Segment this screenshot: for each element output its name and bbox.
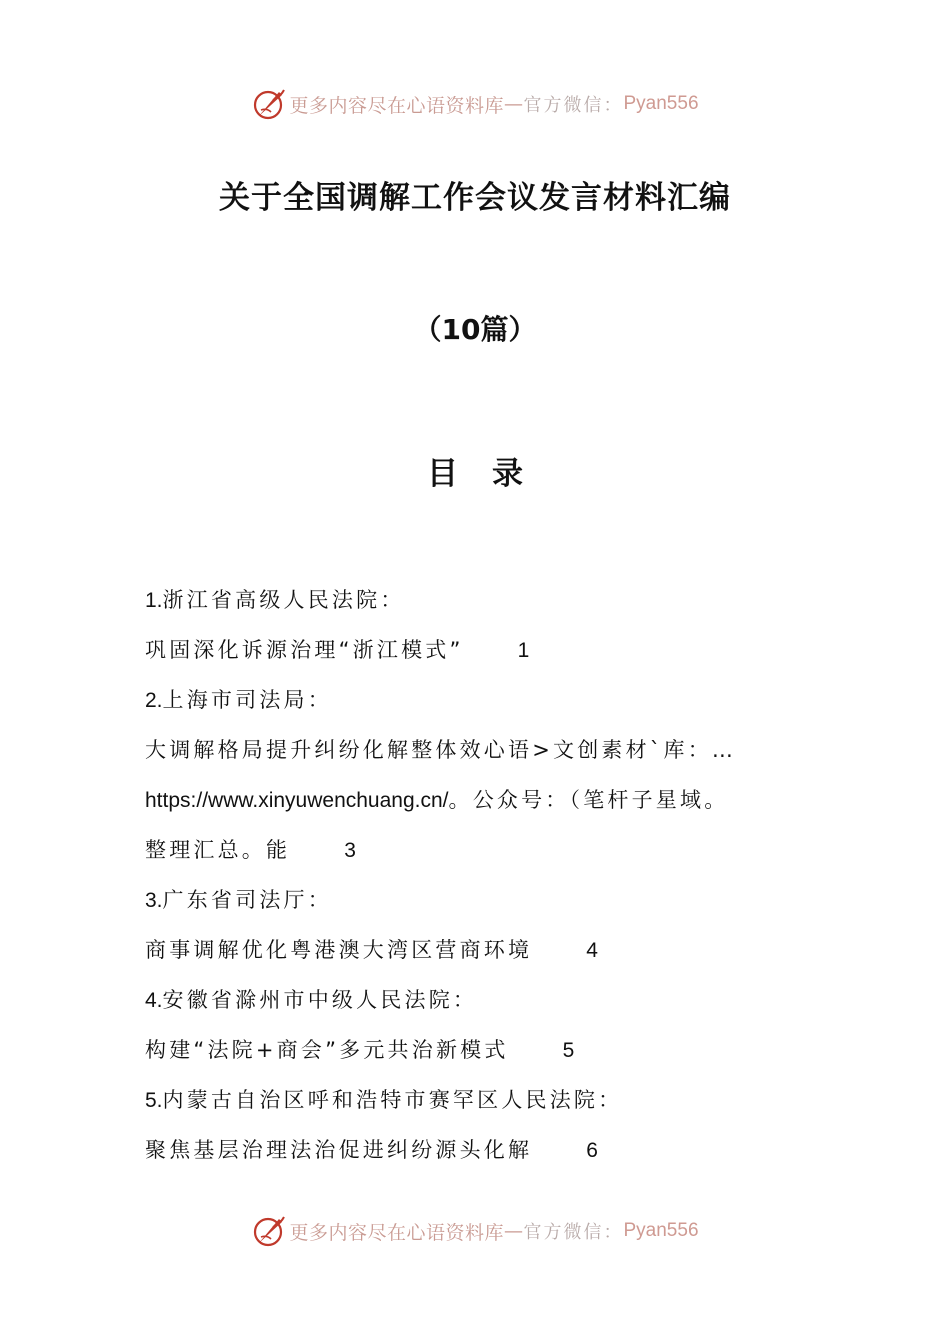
header-watermark	[0, 82, 950, 126]
quill-pen-logo-icon	[251, 1213, 287, 1249]
toc-entry-org	[145, 675, 825, 725]
toc-entry-page: 4	[586, 939, 598, 962]
toc-entry-org-text: 内蒙古自治区呼和浩特市赛罕区人民法院：	[162, 1088, 623, 1112]
toc-entry-number: 4.	[145, 989, 163, 1012]
toc-entry-org	[145, 875, 825, 925]
toc-entry-title-continued[interactable]	[145, 775, 825, 825]
toc-entry-title-continued[interactable]	[145, 825, 825, 875]
toc-entry-title[interactable]	[145, 625, 825, 675]
toc-entry-org-text: 浙江省高级人民法院：	[162, 588, 405, 612]
toc-entry-title-text: 构建“法院+商会”多元共治新模式	[145, 1038, 509, 1062]
toc-entry-title-text: 整理汇总。能	[145, 838, 291, 862]
toc-entry-number: 5.	[145, 1089, 163, 1112]
toc-entry-org	[145, 975, 825, 1025]
toc-entry-title-text: 商事调解优化粤港澳大湾区营商环境	[145, 938, 533, 962]
watermark-wechat-id: Pyan556	[623, 93, 699, 114]
toc-entry-org	[145, 1075, 825, 1125]
toc-entry-title[interactable]	[145, 925, 825, 975]
watermark-wechat-label: 官方微信：	[523, 95, 624, 116]
toc-entry-title-text: 大调解格局提升纠纷化解整体效心语>文创素材`库：…	[145, 738, 737, 762]
toc-entry-title[interactable]	[145, 1025, 825, 1075]
toc-entry-title-text: 聚焦基层治理法治促进纠纷源头化解	[145, 1138, 533, 1162]
quill-pen-logo-icon	[251, 86, 287, 122]
toc-entry-org	[145, 575, 825, 625]
toc-entry-title-text: 。公众号：（笔杆子星域。	[448, 788, 729, 812]
toc-entry-title-text: 巩固深化诉源治理“浙江模式”	[145, 638, 464, 662]
toc-entry-number: 3.	[145, 889, 163, 912]
toc-entry-number: 2.	[145, 689, 163, 712]
watermark-text: 更多内容尽在心语资料库	[289, 94, 504, 117]
toc-entry-org-text: 广东省司法厅：	[162, 888, 332, 912]
toc-entry-title[interactable]	[145, 1125, 825, 1175]
watermark-text: 更多内容尽在心语资料库	[289, 1221, 504, 1244]
footer-watermark	[0, 1209, 950, 1253]
toc-entry-org-text: 安徽省滁州市中级人民法院：	[162, 988, 478, 1012]
watermark-dash: —	[504, 93, 524, 115]
toc-entry-page: 1	[517, 639, 530, 662]
watermark-wechat-id: Pyan556	[623, 1220, 699, 1241]
toc-entry-org-text: 上海市司法局：	[162, 688, 332, 712]
document-title: 关于全国调解工作会议发言材料汇编	[219, 180, 731, 216]
toc-entry-page: 6	[586, 1139, 598, 1162]
toc-entry-title[interactable]	[145, 725, 825, 775]
toc-entry-page: 5	[562, 1039, 575, 1062]
toc-entry-url[interactable]: https://www.xinyuwenchuang.cn/	[145, 789, 449, 812]
toc-entry-number: 1.	[145, 589, 163, 612]
toc-heading: 目录	[427, 456, 557, 492]
document-subtitle: （10篇）	[413, 313, 537, 346]
watermark-wechat-label: 官方微信：	[523, 1222, 624, 1243]
table-of-contents	[145, 575, 825, 1175]
toc-entry-page: 3	[344, 839, 356, 862]
watermark-dash: —	[504, 1220, 524, 1242]
